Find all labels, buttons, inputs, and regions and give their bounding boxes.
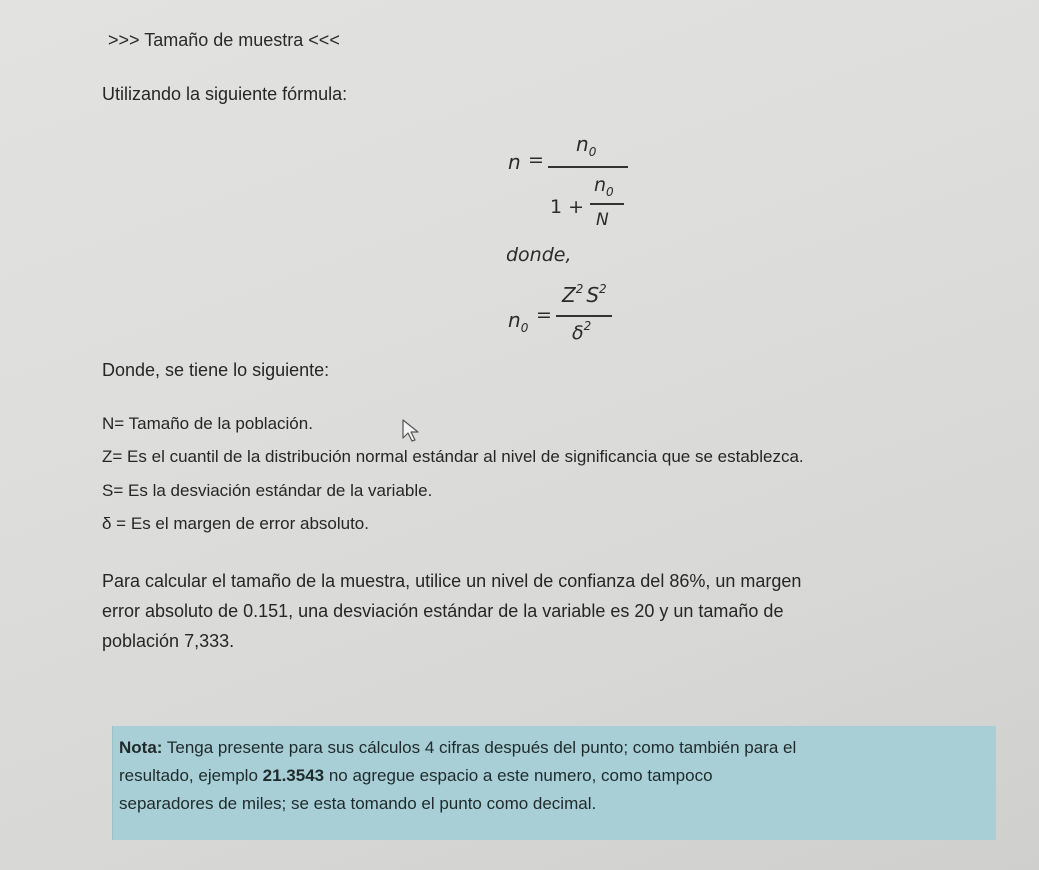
formula-one-plus: 1 + <box>550 196 585 218</box>
note-line-1: Nota: Tenga presente para sus cálculos 4 cifras después del punto; como también para el <box>119 738 797 757</box>
definition-symbol: Z= <box>102 447 123 466</box>
fraction-bar-n0 <box>556 315 612 317</box>
note-box <box>112 726 996 840</box>
formula2-denominator: $\delta^2$ <box>572 319 592 344</box>
formula-inner-N: N <box>596 210 609 230</box>
question-title: >>> Tamaño de muestra <<< <box>108 30 340 50</box>
formula-inner-numerator: $n_0$ <box>594 174 614 199</box>
formula-equals: = <box>528 149 544 171</box>
definition-S <box>102 481 432 501</box>
note-line-2: resultado, ejemplo 21.3543 no agregue espacio a este numero, como tampoco <box>119 766 713 785</box>
formula2-equals: = <box>536 304 552 326</box>
problem-line: población 7,333. <box>102 631 235 651</box>
definition-symbol: δ = <box>102 514 127 533</box>
note-label: Nota: <box>119 738 163 757</box>
definition-text: Es la desviación estándar de la variable. <box>128 481 433 500</box>
mouse-cursor-icon <box>400 418 424 444</box>
definition-text: Es el cuantil de la distribución normal estándar al nivel de significancia que se establezca. <box>127 447 804 466</box>
fraction-bar-inner <box>590 203 624 205</box>
definition-Z <box>102 447 804 467</box>
definition-symbol: S= <box>102 481 124 500</box>
formula-n: n <box>508 150 521 174</box>
note-example-number: 21.3543 <box>262 766 325 785</box>
definition-N <box>102 414 313 434</box>
definition-text: Es el margen de error absoluto. <box>130 514 369 533</box>
formula-numerator-n: $n_0$ <box>576 132 597 159</box>
fraction-bar-main <box>548 166 628 168</box>
definition-delta <box>102 514 369 534</box>
problem-statement <box>102 566 982 656</box>
definition-symbol: N= <box>102 414 125 433</box>
problem-line: error absoluto de 0.151, una desviación estándar de la variable es 20 y un tamaño de <box>102 601 784 621</box>
problem-line: Para calcular el tamaño de la muestra, utilice un nivel de confianza del 86%, un margen <box>102 571 802 591</box>
definition-text: Tamaño de la población. <box>128 414 313 433</box>
formula-donde-label: donde, <box>506 244 572 266</box>
intro-text: Utilizando la siguiente fórmula: <box>102 84 348 104</box>
formula2-numerator: $Z^2$ $S^2$ <box>562 282 607 307</box>
definitions-title: Donde, se tiene lo siguiente: <box>102 360 330 380</box>
formula2-n0: $n_0$ <box>508 308 529 335</box>
note-line-3: separadores de miles; se esta tomando el punto como decimal. <box>119 794 597 813</box>
